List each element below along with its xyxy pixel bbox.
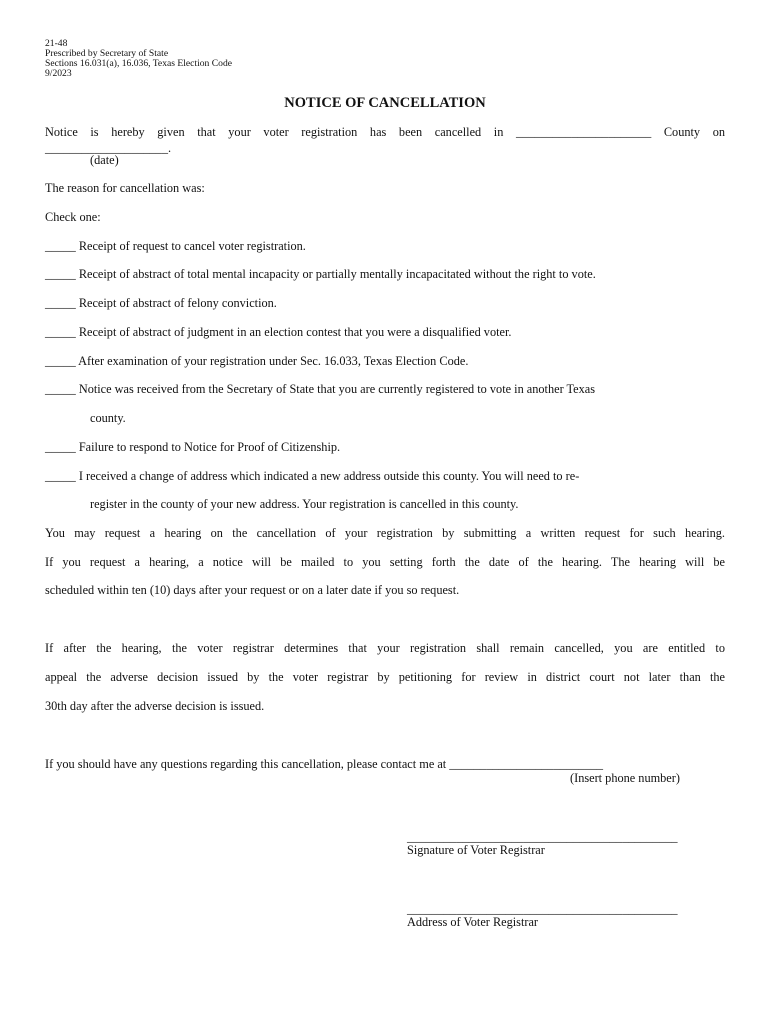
hearing-line-1: You may request a hearing on the cancellation of your registration by submitting a written request for such hearing. (45, 526, 725, 540)
option-other-county: _____ Notice was received from the Secretary of State that you are currently registered to vote in another Texas (45, 382, 596, 396)
hearing-line-2: If you request a hearing, a notice will be mailed to you setting forth the date of the hearing. The hearing will be (45, 555, 725, 569)
option-request-cancel: _____ Receipt of request to cancel voter registration. (45, 239, 306, 253)
contact-line: If you should have any questions regarding this cancellation, please contact me at _________________________ (45, 757, 604, 771)
option-change-of-address: _____ I received a change of address which indicated a new address outside this county. You will need to re- (45, 469, 580, 483)
hearing-line-3: scheduled within ten (10) days after your request or on a later date if you so request. (45, 583, 460, 597)
form-number: 21-48 (45, 38, 68, 49)
address-line: ____________________________________________ (407, 902, 678, 916)
option-change-of-address-cont: register in the county of your new address. Your registration is cancelled in this county. (90, 497, 519, 511)
option-citizenship: _____ Failure to respond to Notice for Proof of Citizenship. (45, 440, 341, 454)
phone-label: (Insert phone number) (570, 771, 680, 785)
reason-label: The reason for cancellation was: (45, 181, 205, 195)
signature-label: Signature of Voter Registrar (407, 843, 545, 857)
prescribed-by: Prescribed by Secretary of State (45, 48, 169, 59)
intro-county-line: Notice is hereby given that your voter registration has been cancelled in ______________________ County on (45, 125, 725, 139)
form-date: 9/2023 (45, 68, 72, 79)
document-title: NOTICE OF CANCELLATION (284, 95, 486, 111)
option-examination: _____ After examination of your registration under Sec. 16.033, Texas Election Code. (45, 354, 469, 368)
statute-sections: Sections 16.031(a), 16.036, Texas Election Code (45, 58, 232, 69)
appeal-line-2: appeal the adverse decision issued by the voter registrar by petitioning for review in district court not later than the (45, 670, 725, 684)
option-election-contest: _____ Receipt of abstract of judgment in an election contest that you were a disqualified voter. (45, 325, 512, 339)
option-other-county-cont: county. (90, 411, 126, 425)
address-label: Address of Voter Registrar (407, 915, 539, 929)
appeal-line-1: If after the hearing, the voter registrar determines that your registration shall remain cancelled, you are entitled to (45, 641, 725, 655)
intro-date-blank: ____________________. (45, 141, 172, 155)
date-label: (date) (90, 153, 119, 167)
option-mental-incapacity: _____ Receipt of abstract of total mental incapacity or partially mentally incapacitated without the right to vote. (45, 267, 596, 281)
appeal-line-3: 30th day after the adverse decision is issued. (45, 699, 265, 713)
option-felony: _____ Receipt of abstract of felony conviction. (45, 296, 277, 310)
signature-line: ____________________________________________ (407, 830, 678, 844)
check-one-label: Check one: (45, 210, 101, 224)
